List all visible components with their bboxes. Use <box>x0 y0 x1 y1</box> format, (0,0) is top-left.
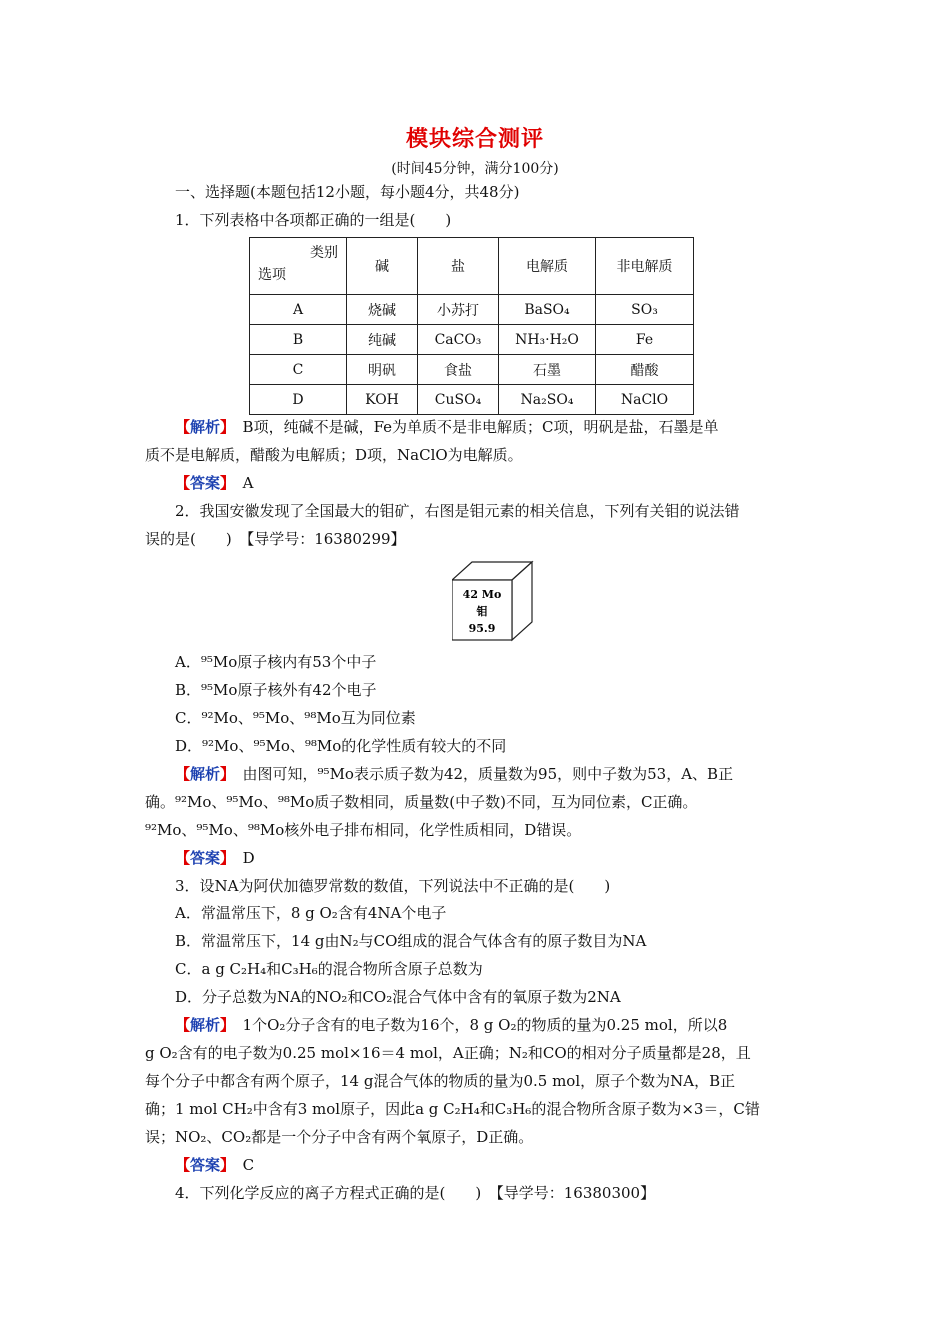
q2-stem: 2．我国安徽发现了全国最大的钼矿，右图是钼元素的相关信息，下列有关钼的说法错 <box>175 502 740 520</box>
table-cell: Fe <box>596 325 694 355</box>
page-subtitle: (时间45分钟，满分100分) <box>391 161 559 177</box>
q3-answer-line: 【答案】 C <box>175 1156 255 1174</box>
q2-analysis-line: 【解析】 由图可知，⁹⁵Mo表示质子数为42，质量数为95，则中子数为53，A、B正 <box>175 765 734 783</box>
q2-option-d: D．⁹²Mo、⁹⁵Mo、⁹⁸Mo的化学性质有较大的不同 <box>175 737 507 755</box>
answer-tag: 答案 <box>190 1156 221 1174</box>
table-row <box>250 295 694 325</box>
table-cell: 食盐 <box>418 355 499 385</box>
table-row <box>250 325 694 355</box>
q2-stem-cont: 误的是( ) 【导学号：16380299】 <box>145 530 406 548</box>
table-cell: C <box>250 355 347 385</box>
analysis-tag: 解析 <box>190 418 221 436</box>
q3-analysis-line: 【解析】 1个O₂分子含有的电子数为16个，8 g O₂的物质的量为0.25 mol，所以8 <box>175 1016 728 1034</box>
analysis-tag: 解析 <box>190 1016 221 1034</box>
table-cell: 小苏打 <box>418 295 499 325</box>
table-cell: KOH <box>347 385 418 415</box>
q2-analysis-cont: ⁹²Mo、⁹⁵Mo、⁹⁸Mo核外电子排布相同，化学性质相同，D错误。 <box>145 821 582 839</box>
table-row <box>250 385 694 415</box>
q3-option-b: B．常温常压下，14 g由N₂与CO组成的混合气体含有的原子数目为NA <box>175 932 647 950</box>
q2-answer: D <box>242 849 255 867</box>
q1-answer: A <box>242 474 254 492</box>
table-cell: Na₂SO₄ <box>499 385 596 415</box>
q2-option-a: A．⁹⁵Mo原子核内有53个中子 <box>175 653 377 671</box>
q2-analysis-cont: 确。⁹²Mo、⁹⁵Mo、⁹⁸Mo质子数相同，质量数(中子数)不同，互为同位素，C正确。 <box>145 793 698 811</box>
q3-option-d: D．分子总数为NA的NO₂和CO₂混合气体中含有的氧原子数为2NA <box>175 988 621 1006</box>
q1-table <box>249 237 694 415</box>
q1-analysis-cont: 质不是电解质，醋酸为电解质；D项，NaClO为电解质。 <box>145 446 523 464</box>
section-heading: 一、选择题(本题包括12小题，每小题4分，共48分) <box>175 183 520 201</box>
cube-mass-text: 95.9 <box>468 622 496 635</box>
answer-tag: 答案 <box>190 849 221 867</box>
table-cell: NaClO <box>596 385 694 415</box>
table-cell: BaSO₄ <box>499 295 596 325</box>
table-header: 碱 <box>347 238 418 295</box>
q4-stem: 4．下列化学反应的离子方程式正确的是( ) 【导学号：16380300】 <box>175 1184 656 1202</box>
table-cell: A <box>250 295 347 325</box>
table-header: 非电解质 <box>596 238 694 295</box>
answer-tag: 答案 <box>190 474 221 492</box>
cube-symbol-text: 42 Mo <box>462 588 502 601</box>
corner-category-label: 类别 <box>310 245 338 261</box>
table-row <box>250 355 694 385</box>
q2-option-c: C．⁹²Mo、⁹⁵Mo、⁹⁸Mo互为同位素 <box>175 709 416 727</box>
q3-analysis-cont: 确；1 mol CH₂中含有3 mol原子，因此a g C₂H₄和C₃H₆的混合物所含原子数为×3＝，C错 <box>145 1100 760 1118</box>
table-cell: D <box>250 385 347 415</box>
table-cell: 醋酸 <box>596 355 694 385</box>
table-corner-cell <box>250 238 347 295</box>
corner-option-label: 选项 <box>258 267 286 283</box>
q2-option-b: B．⁹⁵Mo原子核外有42个电子 <box>175 681 377 699</box>
q1-stem: 1．下列表格中各项都正确的一组是( ) <box>175 211 452 229</box>
molybdenum-element-cube <box>452 560 534 642</box>
table-cell: 纯碱 <box>347 325 418 355</box>
table-cell: B <box>250 325 347 355</box>
q3-option-c: C．a g C₂H₄和C₃H₆的混合物所含原子总数为 <box>175 960 483 978</box>
table-cell: CuSO₄ <box>418 385 499 415</box>
table-cell: SO₃ <box>596 295 694 325</box>
table-cell: CaCO₃ <box>418 325 499 355</box>
q3-answer: C <box>242 1156 255 1174</box>
cube-name-text: 钼 <box>476 605 488 618</box>
table-cell: 石墨 <box>499 355 596 385</box>
page-title: 模块综合测评 <box>405 126 544 152</box>
q3-analysis-cont: g O₂含有的电子数为0.25 mol×16＝4 mol，A正确；N₂和CO的相对分子质量都是28，且 <box>145 1044 751 1062</box>
table-cell: NH₃·H₂O <box>499 325 596 355</box>
table-header: 电解质 <box>499 238 596 295</box>
q3-option-a: A．常温常压下，8 g O₂含有4NA个电子 <box>175 904 447 922</box>
q3-analysis-cont: 每个分子中都含有两个原子，14 g混合气体的物质的量为0.5 mol，原子个数为NA，B正 <box>145 1072 736 1090</box>
q1-answer-line: 【答案】 A <box>175 474 254 492</box>
q1-analysis-line: 【解析】 B项，纯碱不是碱，Fe为单质不是非电解质；C项，明矾是盐，石墨是单 <box>175 418 719 436</box>
analysis-tag: 解析 <box>190 765 221 783</box>
table-cell: 明矾 <box>347 355 418 385</box>
q3-analysis-cont: 误；NO₂、CO₂都是一个分子中含有两个氧原子，D正确。 <box>145 1128 534 1146</box>
table-cell: 烧碱 <box>347 295 418 325</box>
table-header: 盐 <box>418 238 499 295</box>
q2-answer-line: 【答案】 D <box>175 849 255 867</box>
q3-stem: 3．设NA为阿伏加德罗常数的数值，下列说法中不正确的是( ) <box>175 877 611 895</box>
